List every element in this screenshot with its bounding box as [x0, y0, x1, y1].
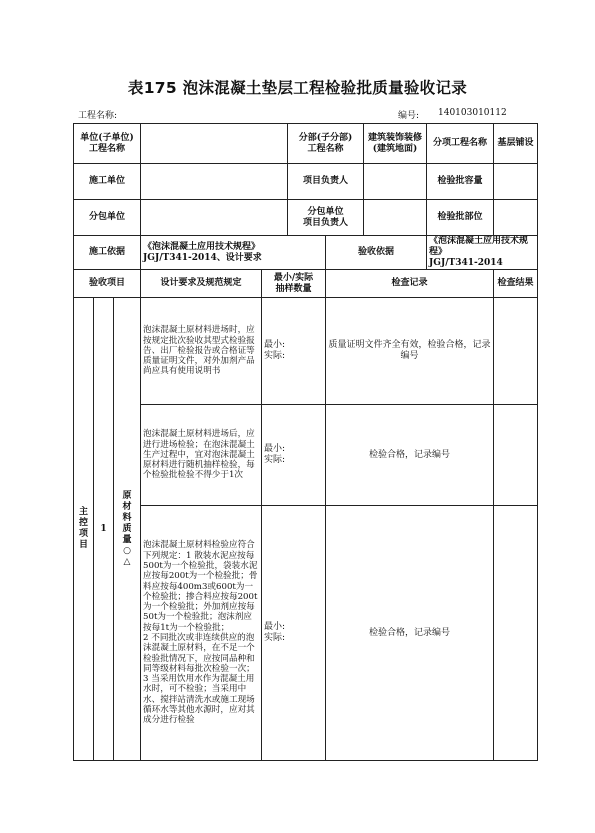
- record-cell[interactable]: 检验合格，记录编号: [326, 506, 494, 761]
- subcontractor-label: 分包单位: [74, 200, 141, 236]
- project-manager-label: 项目负责人: [288, 164, 364, 200]
- sample-cell[interactable]: 最小: 实际:: [262, 506, 326, 761]
- batch-capacity-value[interactable]: [494, 164, 538, 200]
- batch-capacity-label: 检验批容量: [427, 164, 494, 200]
- project-name-label: 工程名称:: [78, 111, 118, 121]
- result-cell[interactable]: [494, 298, 538, 405]
- result-cell[interactable]: [494, 506, 538, 761]
- unit-name-label: 单位(子单位) 工程名称: [74, 124, 141, 164]
- record-cell[interactable]: 检验合格，记录编号: [326, 405, 494, 506]
- item-index: 1: [94, 298, 114, 761]
- page-title: 表175 泡沫混凝土垫层工程检验批质量验收记录: [127, 79, 468, 97]
- unit-name-value[interactable]: [141, 124, 288, 164]
- construction-basis-value: 《泡沫混凝土应用技术规程》 JGJ/T341-2014、设计要求: [141, 236, 326, 270]
- result-cell[interactable]: [494, 405, 538, 506]
- item-name-value: 基层铺设: [494, 124, 538, 164]
- requirement-cell: 泡沫混凝土原材料检验应符合下列规定：1 散装水泥应按每500t为一个检验批，袋装水泥应按每200t为一个检验批；骨料应按每400m3或600t为一个检验批；掺合料应按每200t为一个检验批；外加剂应按每50t为一个检验批；泡沫剂应按每1t为一个检验批； 2 不同批次或非连续供应的泡沫混凝土原材料，在不足一个检验批情况下，应按同品种和同等级材料每批次检验一次； 3 当采用饮用水作为混凝土用水时，可不检验；当采用中水、搅拌站清洗水或施工现场循环水等其他水源时，应对其成分进行检验: [141, 506, 262, 761]
- basis-row: [74, 236, 538, 270]
- column-header-row: [74, 270, 538, 298]
- sample-cell[interactable]: 最小: 实际:: [262, 298, 326, 405]
- col-header-item: 验收项目: [74, 270, 141, 298]
- unit-row: [74, 124, 538, 164]
- batch-part-value[interactable]: [494, 200, 538, 236]
- sub-project-manager-label: 分包单位 项目负责人: [288, 200, 364, 236]
- project-manager-value[interactable]: [364, 164, 427, 200]
- subsection-name-value: 建筑装饰装修 (建筑地面): [364, 124, 427, 164]
- construction-basis-label: 施工依据: [74, 236, 141, 270]
- acceptance-basis-label: 验收依据: [326, 236, 427, 270]
- serial-number-value: 140103010112: [438, 108, 507, 118]
- subsection-name-label: 分部(子分部) 工程名称: [288, 124, 364, 164]
- subcontractor-row: [74, 200, 538, 236]
- subcontractor-value[interactable]: [141, 200, 288, 236]
- requirement-cell: 泡沫混凝土原材料进场时，应按规定批次验收其型式检验报告、出厂检验报告或合格证等质量证明文件，对外加剂产品尚应具有使用说明书: [141, 298, 262, 405]
- table-row: [74, 405, 538, 506]
- acceptance-basis-value: 《泡沫混凝土应用技术规程》 JGJ/T341-2014: [427, 236, 538, 270]
- requirement-cell: 泡沫混凝土原材料进场后，应进行进场检验；在泡沫混凝土生产过程中，宜对泡沫混凝土原材料进行随机抽样检验，每个检验批检验不得少于1次: [141, 405, 262, 506]
- contractor-value[interactable]: [141, 164, 288, 200]
- sample-cell[interactable]: 最小: 实际:: [262, 405, 326, 506]
- inspection-record-table: [73, 123, 538, 761]
- col-header-requirement: 设计要求及规范规定: [141, 270, 262, 298]
- col-header-sample: 最小/实际 抽样数量: [262, 270, 326, 298]
- item-name: 原材料质量○△: [114, 298, 141, 761]
- item-name-label: 分项工程名称: [427, 124, 494, 164]
- contractor-row: [74, 164, 538, 200]
- contractor-label: 施工单位: [74, 164, 141, 200]
- col-header-result: 检查结果: [494, 270, 538, 298]
- sub-project-manager-value[interactable]: [364, 200, 427, 236]
- record-cell[interactable]: 质量证明文件齐全有效，检验合格，记录编号: [326, 298, 494, 405]
- col-header-record: 检查记录: [326, 270, 494, 298]
- serial-number-label: 编号:: [398, 111, 420, 121]
- table-row: [74, 298, 538, 405]
- main-control-label: 主控项目: [74, 298, 94, 761]
- batch-part-label: 检验批部位: [427, 200, 494, 236]
- table-row: [74, 506, 538, 761]
